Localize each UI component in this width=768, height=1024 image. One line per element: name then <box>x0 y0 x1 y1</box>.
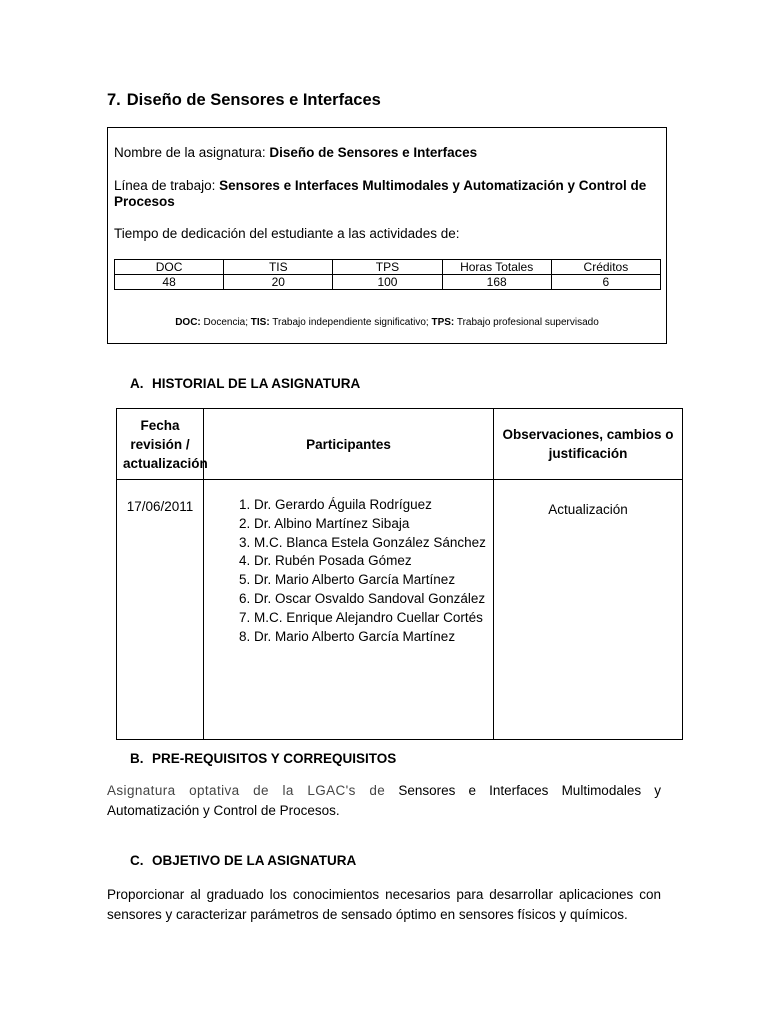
hours-value-cell: 6 <box>551 275 660 290</box>
history-date: 17/06/2011 <box>117 480 204 740</box>
legend-tps-text: Trabajo profesional supervisado <box>454 317 599 328</box>
history-heading <box>130 376 360 391</box>
course-name-label: Nombre de la asignatura: <box>114 145 270 160</box>
prereq-title: PRE-REQUISITOS Y CORREQUISITOS <box>152 751 397 766</box>
hours-header-cell: TIS <box>224 260 333 275</box>
history-header-participants: Participantes <box>204 409 494 480</box>
participant-item: 5. Dr. Mario Alberto García Martínez <box>254 571 487 590</box>
dedication-label: Tiempo de dedicación del estudiante a las actividades de: <box>114 226 460 241</box>
history-header-row <box>117 409 683 480</box>
course-name-line <box>114 145 477 161</box>
course-info-box <box>107 127 667 344</box>
history-row <box>117 480 683 740</box>
participant-item: 4. Dr. Rubén Posada Gómez <box>254 552 487 571</box>
legend-doc-text: Docencia; <box>200 317 251 328</box>
history-title: HISTORIAL DE LA ASIGNATURA <box>152 376 361 391</box>
section-title <box>107 91 381 110</box>
course-name-value: Diseño de Sensores e Interfaces <box>269 145 478 160</box>
section-title-text: Diseño de Sensores e Interfaces <box>126 91 381 109</box>
hours-header-cell: TPS <box>333 260 442 275</box>
objective-letter: C. <box>130 853 144 868</box>
participant-item: 8. Dr. Mario Alberto García Martínez <box>254 628 487 647</box>
objective-title: OBJETIVO DE LA ASIGNATURA <box>152 853 357 868</box>
work-line-label: Línea de trabajo: <box>114 178 220 193</box>
history-letter: A. <box>130 376 144 391</box>
work-line-line <box>114 178 664 210</box>
hours-header-cell: Créditos <box>551 260 660 275</box>
hours-legend <box>108 317 666 328</box>
objective-heading <box>130 853 356 868</box>
participant-item: 7. M.C. Enrique Alejandro Cuellar Cortés <box>254 609 487 628</box>
hours-value-cell: 20 <box>224 275 333 290</box>
objective-text: Proporcionar al graduado los conocimientos necesarios para desarrollar aplicaciones con sensores y caracterizar parámetros de sensado óptimo en sensores físicos y químicos. <box>107 887 661 922</box>
participant-item: 2. Dr. Albino Martínez Sibaja <box>254 515 487 534</box>
hours-table <box>114 259 661 290</box>
hours-value-cell: 48 <box>115 275 224 290</box>
history-table <box>116 408 683 740</box>
prereq-text <box>107 781 661 820</box>
prereq-text-rest: Sensores e Interfaces Multimodales y Automatización y Control de Procesos. <box>107 783 661 818</box>
hours-value-cell: 100 <box>333 275 442 290</box>
participant-item: 3. M.C. Blanca Estela González Sánchez <box>254 534 487 553</box>
hours-header-cell: Horas Totales <box>442 260 551 275</box>
hours-header-cell: DOC <box>115 260 224 275</box>
hours-header-row <box>115 260 661 275</box>
legend-tis-key: TIS: <box>250 317 270 328</box>
history-participants-cell <box>204 480 494 740</box>
participant-item: 6. Dr. Oscar Osvaldo Sandoval González <box>254 590 487 609</box>
history-header-observations: Observaciones, cambios o justificación <box>494 409 683 480</box>
prereq-heading <box>130 751 396 766</box>
section-number: 7. <box>107 91 121 109</box>
prereq-text-muted: Asignatura optativa de la LGAC's de <box>107 783 386 798</box>
legend-doc-key: DOC: <box>175 317 201 328</box>
hours-value-cell: 168 <box>442 275 551 290</box>
history-observation: Actualización <box>494 480 683 740</box>
legend-tis-text: Trabajo independiente significativo; <box>269 317 432 328</box>
participant-item: 1. Dr. Gerardo Águila Rodríguez <box>254 496 487 515</box>
legend-tps-key: TPS: <box>431 317 455 328</box>
history-header-date: Fecha revisión / actualización <box>117 409 204 480</box>
hours-value-row <box>115 275 661 290</box>
participants-list <box>204 496 487 646</box>
work-line-value: Sensores e Interfaces Multimodales y Automatización y Control de Procesos <box>114 178 647 209</box>
prereq-letter: B. <box>130 751 144 766</box>
